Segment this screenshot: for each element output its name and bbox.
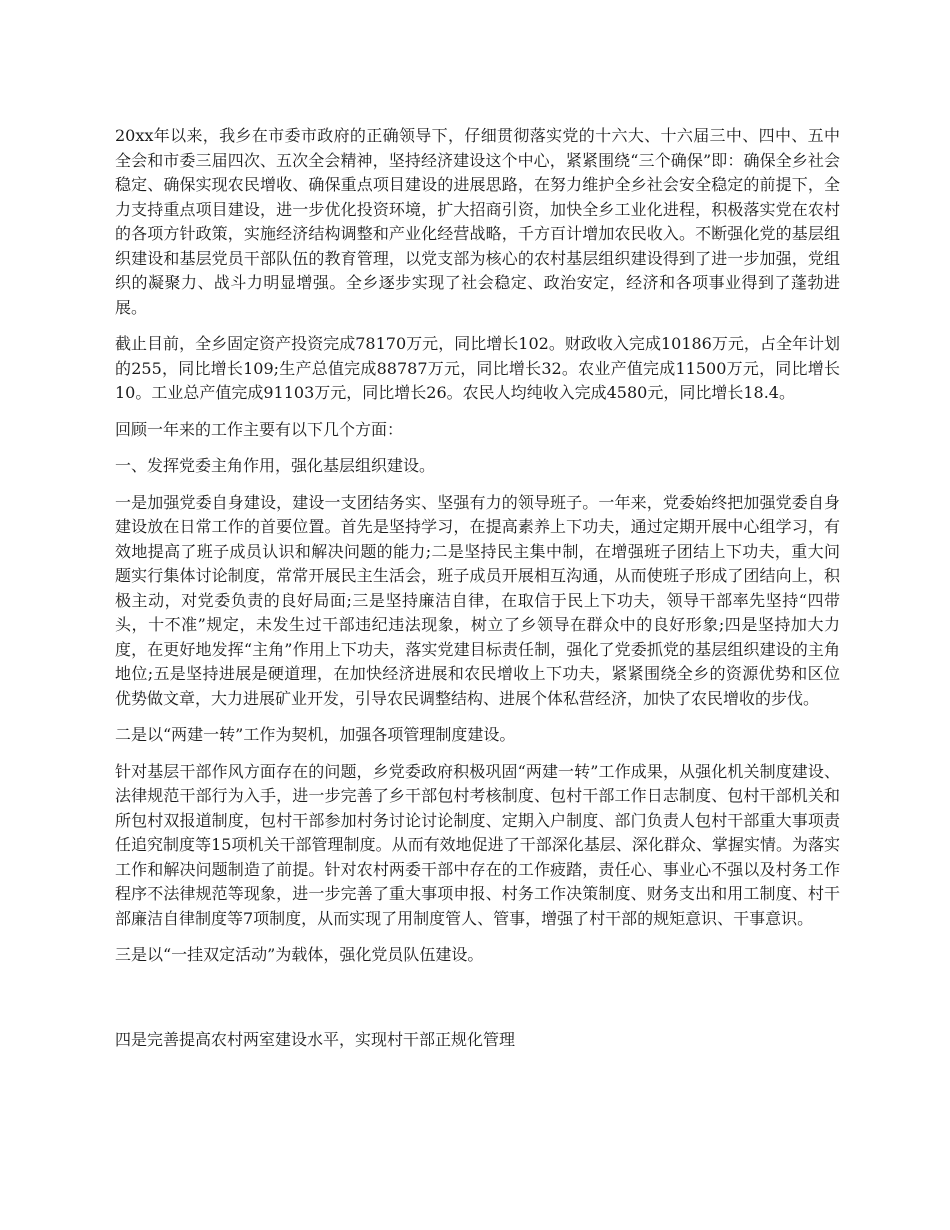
blank-spacer: [115, 980, 840, 1028]
section-heading-4: 四是完善提高农村两室建设水平，实现村干部正规化管理: [115, 1029, 516, 1049]
section-2-body: 针对基层干部作风方面存在的问题，乡党委政府积极巩固“两建一转”工作成果，从强化机关制度建设、法律规范干部行为入手，进一步完善了乡干部包村考核制度、包村干部工作日志制度、包村干部机关和所包村双报道制度，包村干部参加村务讨论讨论制度、定期入户制度、部门负责人包村干部重大事项责任追究制度等15项机关干部管理制度。从而有效地促进了干部深化基层、深化群众、掌握实情。为落实工作和解决问题制造了前提。针对农村两委干部中存在的工作疲踏，责任心、事业心不强以及村务工作程序不法律规范等现象，进一步完善了重大事项申报、村务工作决策制度、财务支出和用工制度、村干部廉洁自律制度等7项制度，从而实现了用制度管人、管事，增强了村干部的规矩意识、干事意识。: [115, 761, 840, 928]
section-heading-1: 一、发挥党委主角作用，强化基层组织建设。: [115, 456, 436, 475]
section-heading-3: 三是以“一挂双定活动”为载体，强化党员队伍建设。: [115, 945, 484, 964]
intro-paragraph: 20xx年以来，我乡在市委市政府的正确领导下，仔细贯彻落实党的十六大、十六届三中、四中、五中全会和市委三届四次、五次全会精神，坚持经济建设这个中心，紧紧围绕“三个确保”即：确保全乡社会稳定、确保实现农民增收、确保重点项目建设的进展思路，在努力维护全乡社会安全稳定的前提下，全力支持重点项目建设，进一步优化投资环境，扩大招商引资，加快全乡工业化进程，积极落实党在农村的各项方针政策，实施经济结构调整和产业化经营战略，千方百计增加农民收入。不断强化党的基层组织建设和基层党员干部队伍的教育管理，以党支部为核心的农村基层组织建设得到了进一步加强，党组织的凝聚力、战斗力明显增强。全乡逐步实现了社会稳定、政治安定，经济和各项事业得到了蓬勃进展。: [115, 126, 840, 317]
review-lead-in: 回顾一年来的工作主要有以下几个方面：: [115, 419, 404, 439]
section-1-body: 一是加强党委自身建设，建设一支团结务实、坚强有力的领导班子。一年来，党委始终把加强党委自身建设放在日常工作的首要位置。首先是坚持学习，在提高素养上下功夫，通过定期开展中心组学习，有效地提高了班子成员认识和解决问题的能力;二是坚持民主集中制，在增强班子团结上下功夫，重大问题实行集体讨论制度，常常开展民主生活会，班子成员开展相互沟通，从而使班子形成了团结向上，积极主动，对党委负责的良好局面;三是坚持廉洁自律，在取信于民上下功夫，领导干部率先坚持“四带头，十不准”规定，未发生过干部违纪违法现象，树立了乡领导在群众中的良好形象;四是坚持加大力度，在更好地发挥“主角”作用上下功夫，落实党建目标责任制，强化了党委抓党的基层组织建设的主角地位;五是坚持进展是硬道理，在加快经济进展和农民增收上下功夫，紧紧围绕全乡的资源优势和区位优势做文章，大力进展矿业开发，引导农民调整结构、进展个体私营经济，加快了农民增收的步伐。: [115, 492, 840, 708]
document-page: [115, 124, 840, 1064]
statistics-paragraph: 截止目前，全乡固定资产投资完成78170万元，同比增长102。财政收入完成10186万元，占全年计划的255，同比增长109;生产总值完成88787万元，同比增长32。农业产值完成11500万元，同比增长10。工业总产值完成91103万元，同比增长26。农民人均纯收入完成4580元，同比增长18.4。: [115, 334, 840, 402]
section-heading-2: 二是以“两建一转”工作为契机，加强各项管理制度建设。: [115, 725, 516, 744]
